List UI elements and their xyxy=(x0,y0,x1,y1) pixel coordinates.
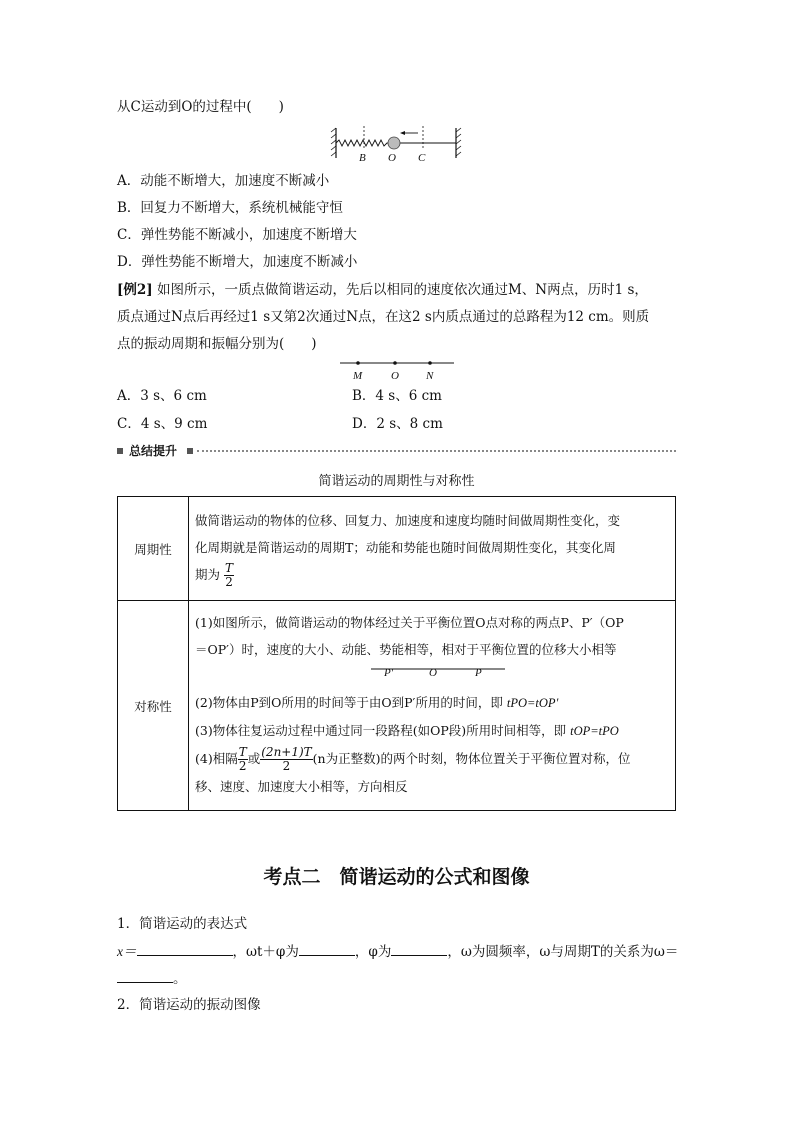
summary-bullet-icon xyxy=(117,448,123,454)
option-b: B．回复力不断增大，系统机械能守恒 xyxy=(117,200,343,216)
t-over-2-fraction xyxy=(224,562,234,589)
symmetry-figure xyxy=(195,663,669,689)
item-4-post: (n为正整数)的两个时刻，物体位置关于平衡位置对称，位 xyxy=(312,751,631,766)
symmetry-item-4 xyxy=(195,745,669,773)
option-d: D．弹性势能不断增大，加速度不断减小 xyxy=(117,254,358,270)
period-line-3 xyxy=(195,561,669,589)
item-2-equation: tPO=tOP′ xyxy=(506,696,559,710)
table-row-period xyxy=(118,497,676,601)
2n1t-over-2-fraction xyxy=(260,746,312,773)
period-line-2: 化周期就是简谐运动的周期T；动能和势能也随时间做周期性变化，其变化周 xyxy=(195,539,616,555)
label-o: O xyxy=(388,152,396,164)
row-label-symmetry: 对称性 xyxy=(118,601,189,811)
blank-omega[interactable] xyxy=(117,968,173,983)
label-n: N xyxy=(426,370,434,382)
frac2-num: T xyxy=(238,745,247,759)
symmetry-content xyxy=(189,601,676,811)
phi-text: ，φ为 xyxy=(354,944,392,960)
example-tag: [例2] xyxy=(117,282,153,298)
phase-text: ，ωt＋φ为 xyxy=(232,944,299,960)
label-o2: O xyxy=(391,370,399,382)
summary-divider xyxy=(197,450,676,452)
row-label-period: 周期性 xyxy=(118,497,189,601)
label-o3: O xyxy=(429,667,437,679)
period-end: 。 xyxy=(173,971,187,987)
question-stem: 从C运动到O的过程中( ) xyxy=(117,99,284,115)
section-title: 考点二 简谐运动的公式和图像 xyxy=(263,866,530,888)
x-equals: x＝ xyxy=(117,944,137,959)
blank-phase[interactable] xyxy=(299,941,355,956)
omega-text: ，ω为圆频率，ω与周期T的关系为ω＝ xyxy=(447,944,679,960)
summary-bullet-icon-2 xyxy=(187,448,193,454)
spring-oscillator-figure xyxy=(328,124,464,162)
table-title: 简谐运动的周期性与对称性 xyxy=(318,474,475,489)
label-p-prime: P′ xyxy=(384,667,394,679)
example-2-line-2: 质点通过N点后再经过1 s又第2次通过N点，在这2 s内质点通过的总路程为12 cm。则质 xyxy=(117,309,650,325)
label-c: C xyxy=(418,152,426,164)
ex2-option-b: B．4 s、6 cm xyxy=(352,388,442,404)
item-4-or: 或 xyxy=(247,751,261,766)
blank-phi[interactable] xyxy=(391,941,447,956)
ex2-option-a: A．3 s、6 cm xyxy=(117,388,207,404)
blank-x[interactable] xyxy=(137,941,233,956)
table-row-symmetry xyxy=(118,601,676,811)
item-4-pre: (4)相隔 xyxy=(195,751,238,766)
frac-den: 2 xyxy=(225,574,233,589)
symmetry-item-1b: ＝OP′）时，速度的大小、动能、势能相等，相对于平衡位置的位移大小相等 xyxy=(195,642,617,657)
symmetry-item-4b: 移、速度、加速度大小相等，方向相反 xyxy=(195,779,408,794)
item-3-text: (3)物体往复运动过程中通过同一段路程(如OP段)所用时间相等，即 xyxy=(195,723,567,738)
label-p: P xyxy=(475,667,482,679)
period-content xyxy=(189,497,676,601)
symmetry-item-3 xyxy=(195,717,669,745)
item-2-text: (2)物体由P到O所用的时间等于由O到P′所用的时间，即 xyxy=(195,695,503,710)
period-line-3-text: 期为 xyxy=(195,566,221,582)
frac2-den: 2 xyxy=(238,759,247,773)
option-c: C．弹性势能不断减小，加速度不断增大 xyxy=(117,227,357,243)
frac3-den: 2 xyxy=(282,759,291,773)
summary-heading: 总结提升 xyxy=(129,444,178,458)
example-2-text-1: 如图所示，一质点做简谐运动，先后以相同的速度依次通过M、N两点，历时1 s， xyxy=(156,282,648,298)
symmetry-item-2 xyxy=(195,689,669,717)
s1-formula-line xyxy=(117,941,678,962)
label-m: M xyxy=(353,370,363,382)
ex2-option-c: C．4 s、9 cm xyxy=(117,416,208,432)
label-b: B xyxy=(359,152,366,164)
s1-heading: 1．简谐运动的表达式 xyxy=(117,916,248,932)
s2-heading: 2．简谐运动的振动图像 xyxy=(117,997,261,1013)
example-2-line-1 xyxy=(117,280,648,300)
period-line-1: 做简谐运动的物体的位移、回复力、加速度和速度均随时间做周期性变化，变 xyxy=(195,512,621,528)
item-3-equation: tOP=tPO xyxy=(570,724,619,738)
summary-heading-bar xyxy=(117,443,676,459)
s1-formula-line-2 xyxy=(117,968,187,989)
summary-table xyxy=(117,496,676,811)
t-over-2-fraction-2 xyxy=(238,746,248,773)
frac3-num: (2n+1)T xyxy=(261,745,312,759)
symmetry-item-1a: (1)如图所示，做简谐运动的物体经过关于平衡位置O点对称的两点P、P′（OP xyxy=(195,615,624,630)
example-2-line-3: 点的振动周期和振幅分别为( ) xyxy=(117,336,317,352)
ex2-option-d: D．2 s、8 cm xyxy=(352,416,443,432)
option-a: A．动能不断增大，加速度不断减小 xyxy=(117,173,330,189)
frac-num: T xyxy=(225,560,234,575)
